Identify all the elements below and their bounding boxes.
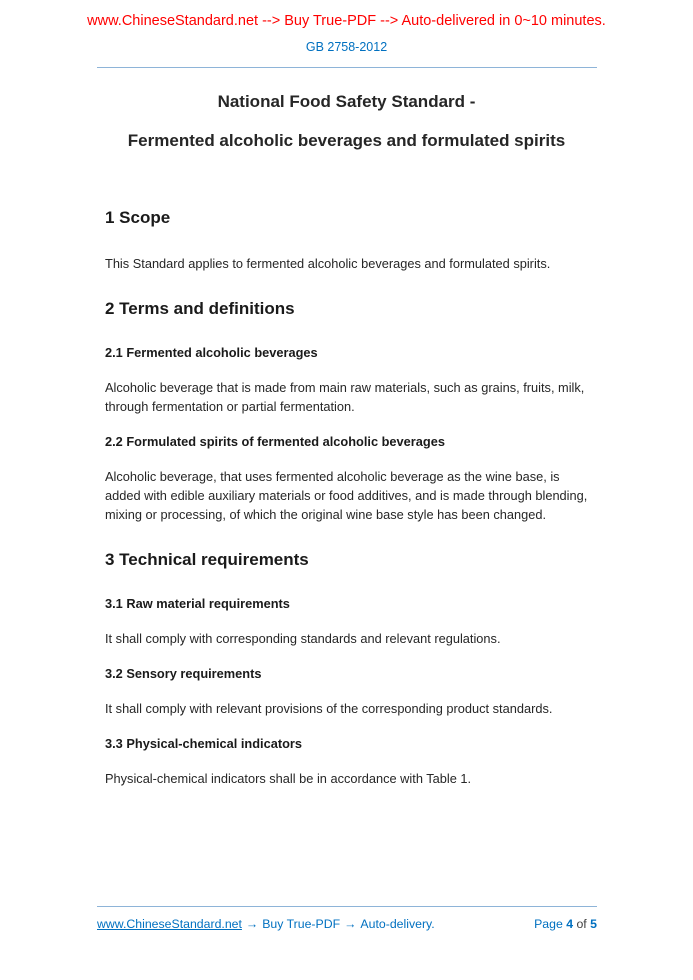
paragraph-2-1: Alcoholic beverage that is made from main raw materials, such as grains, fruits, milk, through fermentation or partial fermentation.	[105, 380, 585, 414]
footer-arrow-icon-2: →	[344, 917, 357, 931]
subsection-heading-2-2: 2.2 Formulated spirits of fermented alcoholic beverages	[105, 434, 445, 449]
footer-buy-text: Buy True-PDF	[262, 917, 341, 931]
paragraph-2-2: Alcoholic beverage, that uses fermented alcoholic beverage as the wine base, is added with edible auxiliary materials or food additives, and is made through blending, mixing or processing, of which the original wine base style has been changed.	[105, 469, 588, 522]
doc-title-line2: Fermented alcoholic beverages and formulated spirits	[127, 131, 566, 150]
page-current: 4	[566, 917, 574, 931]
footer-delivery-text: Auto-delivery.	[360, 917, 435, 931]
doc-title-line1: National Food Safety Standard -	[217, 92, 476, 111]
section-heading-terms: 2 Terms and definitions	[105, 299, 295, 318]
document-body	[105, 208, 593, 788]
subsection-heading-2-1: 2.1 Fermented alcoholic beverages	[105, 345, 318, 360]
standard-code: GB 2758-2012	[305, 40, 388, 54]
subsection-heading-3-1: 3.1 Raw material requirements	[105, 596, 290, 611]
footer-site-link[interactable]: www.ChineseStandard.net	[97, 917, 242, 931]
paragraph-3-2: It shall comply with relevant provisions of the corresponding product standards.	[105, 701, 553, 716]
subsection-heading-3-3: 3.3 Physical-chemical indicators	[105, 736, 303, 751]
footer-promo	[97, 917, 435, 931]
page-indicator	[534, 917, 597, 931]
paragraph-3-3: Physical-chemical indicators shall be in accordance with Table 1.	[105, 771, 472, 786]
page-label: Page	[534, 917, 563, 931]
page-of-label: of	[576, 917, 587, 931]
top-banner: www.ChineseStandard.net --> Buy True-PDF --> Auto-delivered in 0~10 minutes.	[87, 13, 606, 29]
section-heading-scope: 1 Scope	[105, 208, 171, 227]
footer-arrow-icon: →	[245, 917, 259, 931]
subsection-heading-3-2: 3.2 Sensory requirements	[105, 666, 262, 681]
paragraph-3-1: It shall comply with corresponding standards and relevant regulations.	[105, 631, 501, 646]
section-heading-technical: 3 Technical requirements	[105, 550, 309, 569]
doc-title	[0, 92, 693, 151]
page-total: 5	[590, 917, 597, 931]
header-divider	[97, 67, 597, 68]
page-footer	[97, 906, 597, 931]
paragraph-scope: This Standard applies to fermented alcoholic beverages and formulated spirits.	[105, 256, 551, 271]
